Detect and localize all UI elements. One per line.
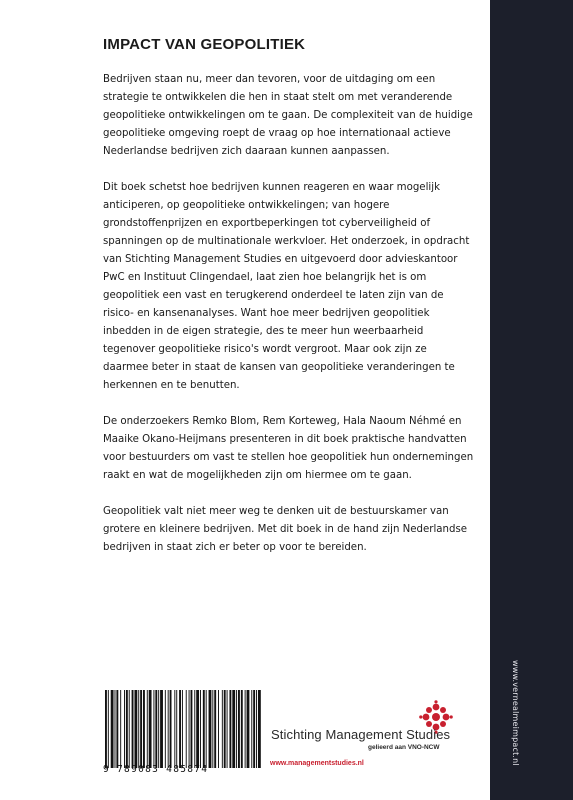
paragraph-2: Dit boek schetst hoe bedrijven kunnen reageren en waar mogelijk anticiperen, op geopolitieke ontwikkelingen; van hogere grondstoffenprijzen en exportbeperkingen tot cyberveiligheid of spanningen op de multinationale werkvloer. Het onderzoek, in opdracht van Stichting Management Studies en uitgevoerd door advieskantoor PwC en Instituut Clingendael, laat zien hoe belangrijk het is om geopolitiek een vast en terugkerend onderdeel te laten zijn van de risico- en kansenanalyses. Want hoe meer bedrijven geopolitiek inbedden in de eigen strategie, des te meer hun weerbaarheid tegenover geopolitieke risico's wordt vergroot. Maar ook zijn ze daarmee beter in staat de kansen van geopolitieke veranderingen te herkennen en te benutten. [103, 182, 470, 391]
publisher-website[interactable]: www.managementstudies.nl [270, 760, 364, 767]
spine-url: www.vernealmeimpact.nl [511, 660, 520, 766]
book-spine [490, 0, 573, 800]
paragraph-4: Geopolitiek valt niet meer weg te denken uit de bestuurskamer van grotere en kleinere bedrijven. Met dit boek in de hand zijn Nederlandse bedrijven in staat zich er beter op voor te bereiden. [103, 506, 468, 553]
paragraph-1: Bedrijven staan nu, meer dan tevoren, voor de uitdaging om een strategie te ontwikkelen die hen in staat stelt om met veranderende geopolitieke ontwikkelingen om te gaan. De complexiteit van de huidige geopolitieke omgeving roept de vraag op hoe internationaal actieve Nederlandse bedrijven zich daaraan kunnen aanpassen. [103, 74, 473, 157]
paragraph-3: De onderzoekers Remko Blom, Rem Korteweg, Hala Naoum Néhmé en Maaike Okano-Heijmans presenteren in dit boek praktische handvatten voor bestuurders om vast te stellen hoe geopolitiek hun ondernemingen raakt en wat de mogelijkheden zijn om hiermee om te gaan. [103, 416, 474, 481]
publisher-tagline: gelieerd aan VNO-NCW [368, 744, 440, 751]
blurb-text [103, 71, 475, 575]
publisher-name: Stichting Management Studies [271, 727, 451, 742]
isbn-digits: 9 789083 485874 [103, 764, 209, 775]
book-title: IMPACT VAN GEOPOLITIEK [103, 36, 306, 53]
barcode-icon [103, 690, 261, 768]
